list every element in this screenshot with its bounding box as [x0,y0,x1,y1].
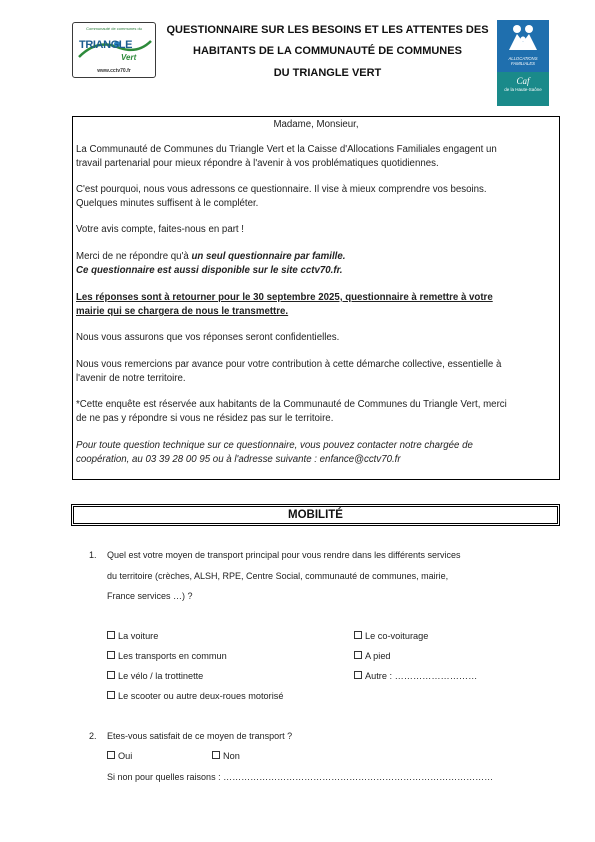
intro-p4-pre: Merci de ne répondre qu'à [76,251,192,262]
intro-p9-line2: coopération, au 03 39 28 00 95 ou à l'adresse suivante : enfance@cctv70.fr [76,454,401,465]
caf-org-name: ALLOCATIONS FAMILIALES [508,56,538,66]
q1-option-label: Le scooter ou autre deux-roues motorisé [118,691,284,701]
q1-line2: du territoire (crèches, ALSH, RPE, Centre Social, communauté de communes, mairie, [107,571,449,581]
caf-logo [497,20,549,106]
q1-line3: France services …) ? [107,591,193,601]
intro-p1-line1: La Communauté de Communes du Triangle Vert et la Caisse d'Allocations Familiales engagent un [76,144,497,155]
q2-number: 2. [89,731,97,741]
q2-option-label: Non [223,751,240,761]
q1-option-label: A pied [365,651,391,661]
intro-deadline-line1: Les réponses sont à retourner pour le 30 septembre 2025, questionnaire à remettre à votre [76,292,493,303]
caf-wordmark: Caf [516,76,530,86]
intro-p1-line2: travail partenarial pour mieux répondre à l'avenir à vos problématiques quotidiennes. [76,158,439,169]
q1-option-label: Les transports en commun [118,651,227,661]
checkbox-icon[interactable] [354,651,362,659]
q1-option-voiture[interactable] [107,631,158,641]
title-line-3: DU TRIANGLE VERT [273,67,382,79]
logo-brand-main: TRIANGLE [79,39,133,51]
intro-p2-line2: Quelques minutes suffisent à le compléter. [76,198,259,209]
logo-brand-sub: Vert [121,53,137,62]
logo-top-text: Communauté de communes du [86,26,142,31]
checkbox-icon[interactable] [107,691,115,699]
checkbox-icon[interactable] [107,751,115,759]
q1-line1: Quel est votre moyen de transport principal pour vous rendre dans les différents services [107,550,461,560]
intro-deadline-line2: mairie qui se chargera de nous le transmettre. [76,306,289,317]
checkbox-icon[interactable] [107,671,115,679]
q2-option-non[interactable] [212,751,240,761]
q1-option-label: Autre : ……………………… [365,671,478,681]
checkbox-icon[interactable] [107,651,115,659]
intro-p8-line1: *Cette enquête est réservée aux habitants de la Communauté de Communes du Triangle Vert, merci [76,399,507,410]
title-line-2: HABITANTS DE LA COMMUNAUTÉ DE COMMUNES [193,45,462,57]
intro-p2-line1: C'est pourquoi, nous vous adressons ce questionnaire. Il vise à mieux comprendre vos besoins. [76,184,487,195]
cctv-logo [72,22,156,78]
caf-dept: de la Haute-Saône [504,87,542,92]
intro-p6: Nous vous assurons que vos réponses seront confidentielles. [76,332,340,343]
checkbox-icon[interactable] [107,631,115,639]
family-icon [497,20,549,56]
checkbox-icon[interactable] [212,751,220,759]
caf-emblem [497,20,549,72]
q2-followup[interactable]: Si non pour quelles raisons : ……………………………………………………………………………… [107,772,494,782]
intro-p9-line1: Pour toute question technique sur ce questionnaire, vous pouvez contacter notre chargée de [76,440,473,451]
checkbox-icon[interactable] [354,631,362,639]
q1-option-autre[interactable] [354,671,477,681]
q1-option-a-pied[interactable] [354,651,391,661]
intro-p3: Votre avis compte, faites-nous en part ! [76,224,245,235]
intro-p4-bold: un seul questionnaire par famille. [191,251,346,262]
q1-option-covoiturage[interactable] [354,631,428,641]
q1-option-label: Le vélo / la trottinette [118,671,204,681]
q1-option-velo[interactable] [107,671,203,681]
q2-option-oui[interactable] [107,751,132,761]
intro-p4-line2: Ce questionnaire est aussi disponible sur le site cctv70.fr. [76,265,343,276]
intro-p4-line1 [76,250,345,264]
q2-text: Etes-vous satisfait de ce moyen de transport ? [107,731,293,741]
intro-p7-line1: Nous vous remercions par avance pour votre contribution à cette démarche collective, essentielle à [76,359,502,370]
greeting: Madame, Monsieur, [273,119,359,130]
section-title-mobilite: MOBILITÉ [71,504,560,526]
q1-option-scooter[interactable] [107,691,283,701]
logo-url: www.cctv70.fr [97,68,131,74]
intro-p8-line2: de ne pas y répondre si vous ne résidez pas sur le territoire. [76,413,334,424]
title-line-1: QUESTIONNAIRE SUR LES BESOINS ET LES ATTENTES DES [166,24,489,36]
q1-option-transports[interactable] [107,651,227,661]
q1-number: 1. [89,550,97,560]
intro-p7-line2: l'avenir de notre territoire. [76,373,186,384]
q1-option-label: La voiture [118,631,159,641]
checkbox-icon[interactable] [354,671,362,679]
q1-option-label: Le co-voiturage [365,631,429,641]
q2-option-label: Oui [118,751,133,761]
